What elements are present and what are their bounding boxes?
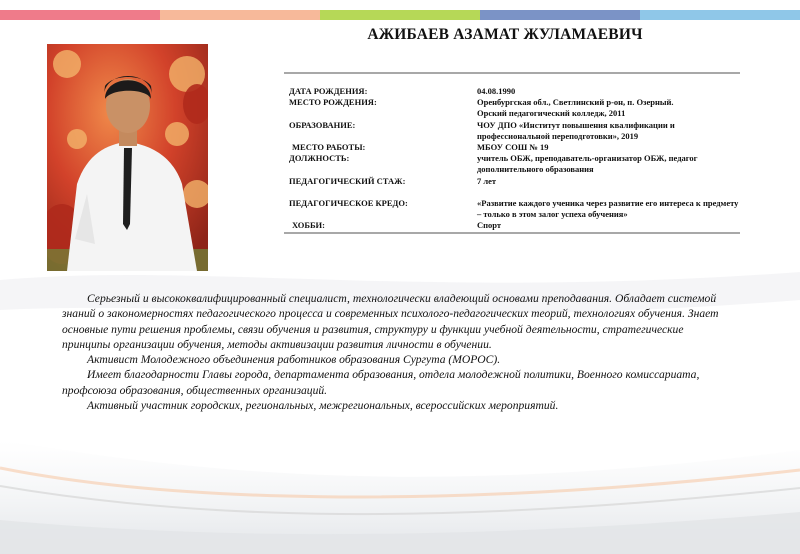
work-label: МЕСТО РАБОТЫ: — [292, 142, 366, 153]
work-value: МБОУ СОШ № 19 — [477, 142, 549, 153]
person-name: АЖИБАЕВ АЗАМАТ ЖУЛАМАЕВИЧ — [367, 26, 643, 43]
stripe-segment-blue — [480, 10, 640, 20]
biography — [62, 291, 730, 413]
hobby-value: Спорт — [477, 220, 502, 231]
color-stripe — [0, 10, 800, 20]
position-value: учитель ОБЖ, преподаватель-организатор ОБЖ, педагог дополнительного образования — [477, 153, 698, 175]
bio-paragraph-3: Имеет благодарности Главы города, департамента образования, отдела молодежной политики, Военного комиссариата, профсоюза образования, общественных организаций. — [62, 368, 700, 397]
birth-place-value: Оренбургская обл., Светлинский р-он, п. Озерный. — [477, 97, 674, 108]
portrait-photo — [47, 44, 208, 271]
stripe-segment-green — [320, 10, 480, 20]
stripe-segment-pink — [0, 10, 160, 20]
stripe-segment-peach — [160, 10, 320, 20]
bio-paragraph-2: Активист Молодежного объединения работников образования Сургута (МОРОС). — [87, 353, 501, 367]
hobby-label: ХОББИ: — [292, 220, 325, 231]
bio-paragraph-1: Серьезный и высококвалифицированный специалист, технологически владеющий основами преподавания. Обладает системой знаний о закономерностях педагогического процесса и современных психолого-педагогических теорий, технологиях обучения. Знает основные пути решения проблемы, связи обучения и развития, структуру и функции учебной деятельности, стратегические принципы организации обучения, методы активизации развития личности в обучении. — [62, 292, 719, 351]
info-table — [284, 72, 740, 234]
college-value: Орский педагогический колледж, 2011 — [477, 108, 626, 119]
stripe-segment-lightblue — [640, 10, 800, 20]
birth-date-value: 04.08.1990 — [477, 86, 516, 96]
credo-value: «Развитие каждого ученика через развитие его интереса к предмету – только в этом залог успеха обучения» — [477, 197, 739, 220]
portrait-image — [47, 44, 208, 271]
birth-place-label: МЕСТО РОЖДЕНИЯ: — [289, 97, 377, 108]
birth-date-label: ДАТА РОЖДЕНИЯ: — [289, 86, 368, 96]
education-value: ЧОУ ДПО «Институт повышения квалификации и профессиональной переподготовки», 2019 — [477, 119, 675, 141]
bio-paragraph-4: Активный участник городских, региональных, межрегиональных, всероссийских мероприятий. — [87, 399, 559, 413]
position-label: ДОЛЖНОСТЬ: — [289, 153, 350, 164]
experience-label: ПЕДАГОГИЧЕСКИЙ СТАЖ: — [289, 175, 406, 186]
experience-value: 7 лет — [477, 175, 497, 186]
credo-label: ПЕДАГОГИЧЕСКОЕ КРЕДО: — [289, 197, 408, 208]
education-label: ОБРАЗОВАНИЕ: — [289, 119, 356, 130]
